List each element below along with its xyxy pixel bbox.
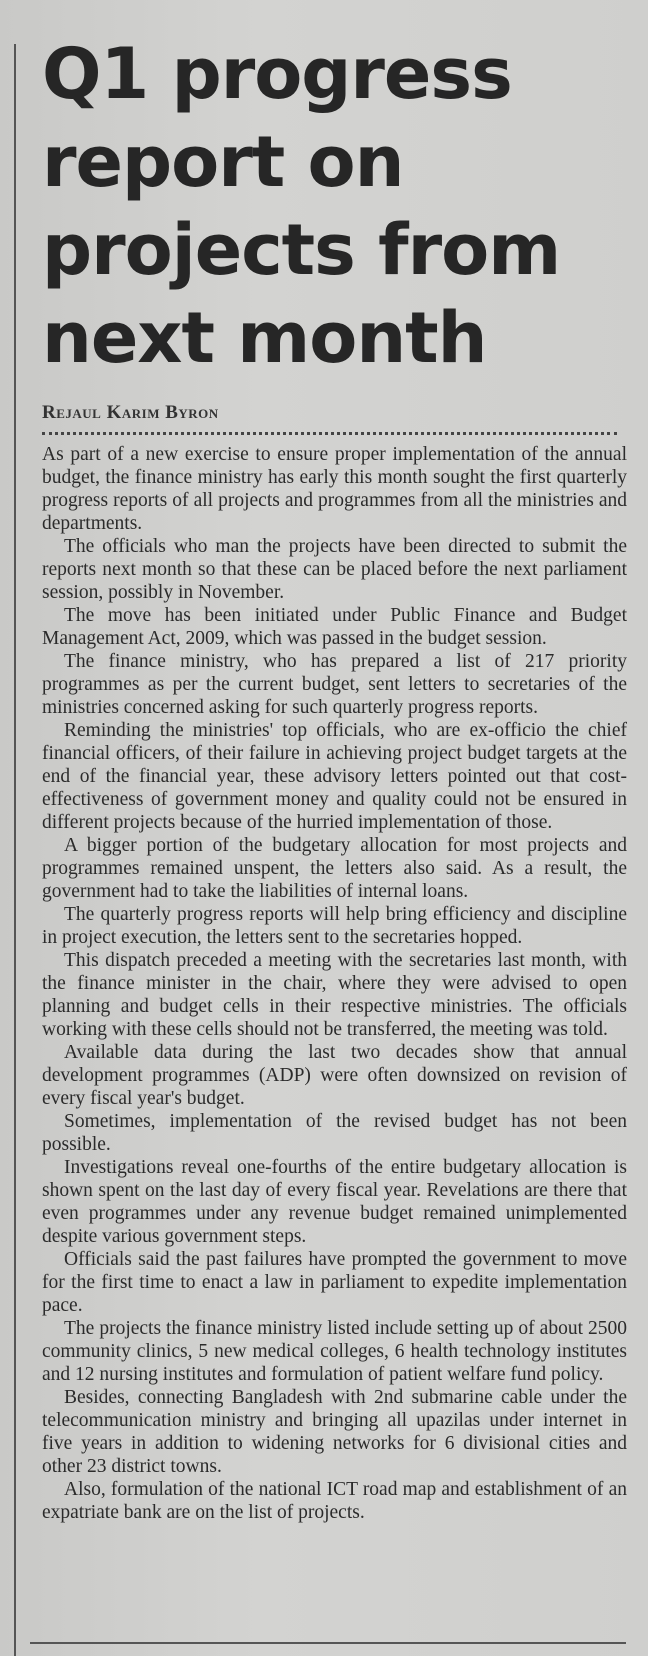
column-rule [14,44,16,1656]
paragraph: This dispatch preceded a meeting with the secretaries last month, with the finance minister in the chair, where they were advised to open planning and budget cells in their respective ministries. The officials working with these cells should not be transferred, the meeting was told. [42,950,627,1040]
paragraph: A bigger portion of the budgetary allocation for most projects and programmes remained unspent, the letters also said. As a result, the government had to take the liabilities of internal loans. [42,835,627,902]
paragraph: Investigations reveal one-fourths of the entire budgetary allocation is shown spent on the last day of every fiscal year. Revelations are there that even programmes under any revenue budget remained unimplemented despite various government steps. [42,1157,627,1247]
headline: Q1 progress report on projects from next month [42,33,561,379]
paragraph: Also, formulation of the national ICT road map and establishment of an expatriate bank are on the list of projects. [42,1479,627,1523]
article [42,30,627,1524]
paragraph: Officials said the past failures have prompted the government to move for the first time to enact a law in parliament to expedite implementation pace. [42,1249,627,1316]
byline: Rejaul Karim Byron [42,402,219,423]
paragraph: As part of a new exercise to ensure proper implementation of the annual budget, the finance ministry has early this month sought the first quarterly progress reports of all projects and programmes from all the ministries and departments. [42,444,627,534]
paragraph: The move has been initiated under Public Finance and Budget Management Act, 2009, which was passed in the budget session. [42,605,627,649]
paragraph: The projects the finance ministry listed include setting up of about 2500 community clinics, 5 new medical colleges, 6 health technology institutes and 12 nursing institutes and formulation of patient welfare fund policy. [42,1318,627,1385]
paragraph: The finance ministry, who has prepared a list of 217 priority programmes as per the current budget, sent letters to secretaries of the ministries concerned asking for such quarterly progress reports. [42,651,627,718]
bottom-rule [30,1642,626,1644]
paragraph: Reminding the ministries' top officials, who are ex-officio the chief financial officers, of their failure in achieving project budget targets at the end of the financial year, these advisory letters pointed out that cost-effectiveness of government money and quality could not be ensured in different projects because of the hurried implementation of those. [42,720,627,833]
article-body [42,443,627,1524]
paragraph: The officials who man the projects have been directed to submit the reports next month so that these can be placed before the next parliament session, possibly in November. [42,536,627,603]
paragraph: The quarterly progress reports will help bring efficiency and discipline in project execution, the letters sent to the secretaries hopped. [42,904,627,948]
dotted-divider [42,432,617,435]
paragraph: Available data during the last two decades show that annual development programmes (ADP) were often downsized on revision of every fiscal year's budget. [42,1042,627,1109]
paragraph: Besides, connecting Bangladesh with 2nd submarine cable under the telecommunication ministry and bringing all upazilas under internet in five years in addition to widening networks for 6 divisional cities and other 23 district towns. [42,1387,627,1477]
paragraph: Sometimes, implementation of the revised budget has not been possible. [42,1111,627,1155]
